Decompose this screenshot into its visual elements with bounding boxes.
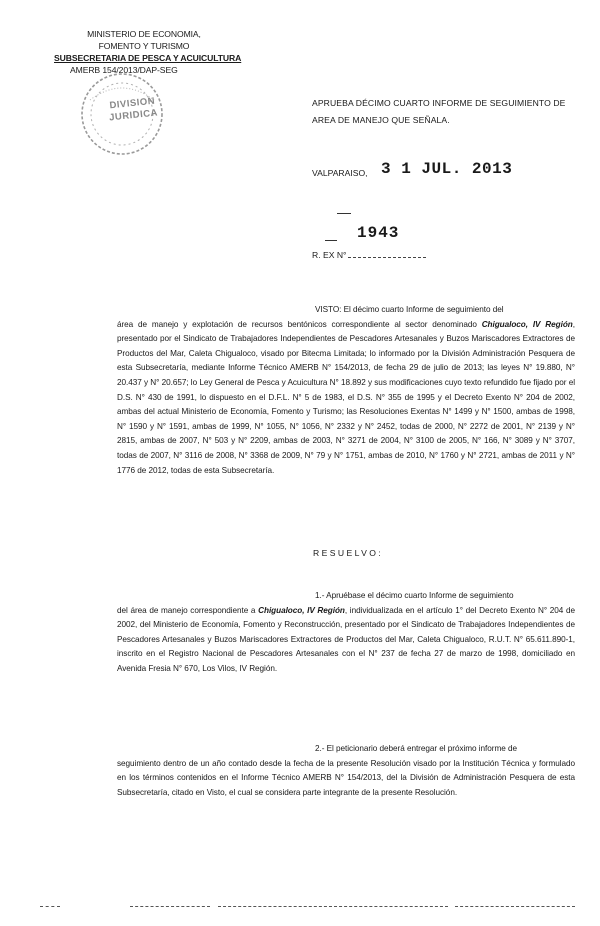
resolution-item-2: 2.- El peticionario deberá entregar el próximo informe de seguimiento dentro de un año contado desde la fecha de la presente Resolución visado por la Institución Técnica y formulado en los términos contenidos en el Informe Técnico AMERB N° 154/2013, del la División de Administración Pesquera de esta Subsecretaría, citado en Visto, el cual se considera parte integrante de la presente Resolución. [117,744,575,797]
resolution-label-line [312,250,426,260]
item1-lead: 1.- Apruébase el décimo cuarto Informe de seguimiento [315,591,514,600]
date-stamp: 3 1 JUL. 2013 [381,160,513,178]
header-reference: AMERB 154/2013/DAP-SEG [70,65,178,75]
visto-lead: VISTO: El décimo cuarto Informe de seguimiento del [315,305,504,314]
resolution-item-1: 1.- Apruébase el décimo cuarto Informe de seguimiento del área de manejo correspondiente a Chigualoco, IV Región, individualizada en el artículo 1° del Decreto Exento N° 204 de 2002, del Ministerio de Economía, Fomento y Reconstrucción, presentado por el Sindicato de Trabajadores Independientes de Pescadores Artesanales y Buzos Mariscadores Extractores de Productos del Mar, Caleta Chigualoco, R.U.T. N° 65.611.890-1, inscrito en el Registro Nacional de Pescadores Artesanales con el N° 237 de fecha 27 de marzo de 1998, domiciliado en Avenida Fresia N° 670, Los Vilos, IV Región. [117,591,575,673]
footer-dash-line [455,906,575,907]
document-title: APRUEBA DÉCIMO CUARTO INFORME DE SEGUIMIENTO DE AREA DE MANEJO QUE SEÑALA. [312,98,566,125]
footer-dash-line [40,906,60,907]
place-name: Chigualoco, IV Región [481,319,573,329]
visto-paragraph: VISTO: El décimo cuarto Informe de seguimiento del área de manejo y explotación de recursos bentónicos correspondiente al sector denominado Chigualoco, IV Región, presentado por el Sindicato de Trabajadores Independientes de Pescadores Artesanales y Buzos Mariscadores Extractores de Productos del Mar, Caleta Chigualoco, visado por Bitecma Limitada; lo informado por la División Administración Pesquera de esta Subsecretaría, mediante Informe Técnico AMERB N° 154/2013, de fecha 29 de julio de 2013; las leyes N° 19.880, N° 20.437 y N° 20.657; lo Ley General de Pesca y Acuicultura N° 18.892 y sus modificaciones cuyo texto refundido fue fijado por el D.S. N° 430 de 1991, lo dispuesto en el D.F.L. N° 5 de 1983, el D.S. N° 355 de 1995 y el Decreto Exento N° 204 de 2002, ambas del actual Ministerio de Economía, Fomento y Turismo; las Resoluciones Exentas N° 1499 y N° 1500, ambas de 1998, N° 1590 y N° 1591, ambas de 1999, N° 1055, N° 1056, N° 2332 y N° 2452, todas de 2000, N° 2272 de 2001, N° 2139 y N° 2815, ambas de 2007, N° 503 y N° 2209, ambas de 2003, N° 3271 de 2004, N° 3100 de 2005, N° 166, N° 3089 y N° 3707, todas de 2007, N° 3116 de 2008, N° 3368 de 2009, N° 79 y N° 1751, ambas de 2010, N° 1760 y N° 2721, ambas de 2011 y N° 1776 de 2012, todas de esta Subsecretaría. [117,305,575,475]
resolution-number: 1943 [357,224,400,242]
item2-lead: 2.- El peticionario deberá entregar el próximo informe de [315,744,517,753]
resuelvo-heading: RESUELVO: [313,548,384,558]
header-ministry-sub: FOMENTO Y TURISMO [98,41,190,51]
header-ministry: MINISTERIO DE ECONOMIA, [87,29,201,39]
institution-header [54,28,242,76]
resolution-blank-line [348,257,426,258]
footer-dash-line [130,906,210,907]
place-name: Chigualoco, IV Región [258,605,345,615]
mark-dash [337,213,351,214]
place-label: VALPARAISO, [312,168,368,178]
footer-dash-line [218,906,448,907]
mark-dash [325,240,337,241]
header-subsecretaria: SUBSECRETARIA DE PESCA Y ACUICULTURA [54,53,242,63]
stamp-label: DIVISION JURIDICA [108,95,159,124]
resolution-label: R. EX N° [312,250,347,260]
